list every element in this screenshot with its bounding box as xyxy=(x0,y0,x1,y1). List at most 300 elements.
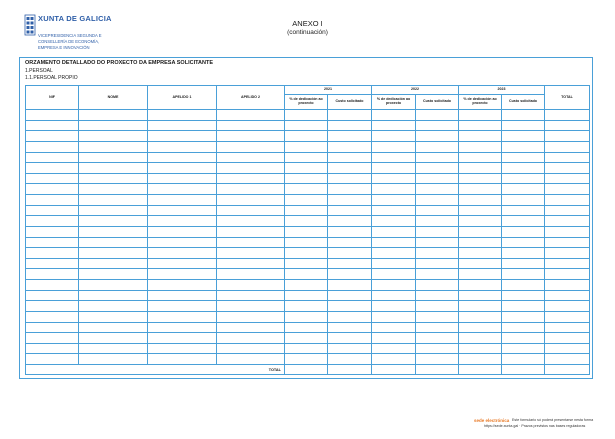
table-cell[interactable] xyxy=(459,333,502,344)
table-cell[interactable] xyxy=(416,131,459,142)
table-cell[interactable] xyxy=(328,248,372,259)
table-cell[interactable] xyxy=(545,290,590,301)
table-cell[interactable] xyxy=(217,301,285,312)
table-cell[interactable] xyxy=(285,205,328,216)
table-cell[interactable] xyxy=(502,163,545,174)
table-cell[interactable] xyxy=(26,173,79,184)
table-cell[interactable] xyxy=(459,205,502,216)
table-cell[interactable] xyxy=(148,141,217,152)
table-cell[interactable] xyxy=(372,131,416,142)
table-cell[interactable] xyxy=(328,120,372,131)
table-cell[interactable] xyxy=(148,237,217,248)
table-cell[interactable] xyxy=(26,226,79,237)
table-cell[interactable] xyxy=(459,173,502,184)
table-cell[interactable] xyxy=(372,141,416,152)
table-cell[interactable] xyxy=(217,311,285,322)
table-cell[interactable] xyxy=(328,131,372,142)
table-cell[interactable] xyxy=(328,301,372,312)
table-cell[interactable] xyxy=(217,237,285,248)
table-cell[interactable] xyxy=(285,280,328,291)
table-cell[interactable] xyxy=(372,110,416,121)
table-row xyxy=(26,311,590,322)
table-cell[interactable] xyxy=(545,226,590,237)
table-cell[interactable] xyxy=(285,226,328,237)
table-cell[interactable] xyxy=(416,280,459,291)
table-cell[interactable] xyxy=(79,184,148,195)
col-header-apelido1: APELIDO 1 xyxy=(148,86,217,110)
table-cell[interactable] xyxy=(26,184,79,195)
table-cell[interactable] xyxy=(217,141,285,152)
table-cell[interactable] xyxy=(545,311,590,322)
table-cell[interactable] xyxy=(545,205,590,216)
table-cell[interactable] xyxy=(285,237,328,248)
table-cell[interactable] xyxy=(372,120,416,131)
table-cell[interactable] xyxy=(217,205,285,216)
table-cell[interactable] xyxy=(328,173,372,184)
table-cell[interactable] xyxy=(545,322,590,333)
table-cell[interactable] xyxy=(148,152,217,163)
table-cell[interactable] xyxy=(545,258,590,269)
total-cell[interactable] xyxy=(285,365,328,375)
total-row xyxy=(26,365,590,375)
col-header-cost-2023: Custo solicitado xyxy=(502,95,545,110)
total-cell[interactable] xyxy=(416,365,459,375)
table-cell[interactable] xyxy=(545,110,590,121)
table-cell[interactable] xyxy=(328,280,372,291)
table-cell[interactable] xyxy=(79,269,148,280)
table-cell[interactable] xyxy=(372,258,416,269)
table-cell[interactable] xyxy=(416,173,459,184)
table-cell[interactable] xyxy=(416,354,459,365)
table-cell[interactable] xyxy=(328,322,372,333)
table-cell[interactable] xyxy=(502,343,545,354)
table-cell[interactable] xyxy=(26,120,79,131)
table-cell[interactable] xyxy=(416,216,459,227)
table-row xyxy=(26,205,590,216)
table-cell[interactable] xyxy=(148,163,217,174)
table-cell[interactable] xyxy=(79,216,148,227)
table-cell[interactable] xyxy=(372,173,416,184)
table-cell[interactable] xyxy=(416,195,459,206)
table-row xyxy=(26,120,590,131)
table-cell[interactable] xyxy=(459,311,502,322)
table-cell[interactable] xyxy=(148,301,217,312)
table-cell[interactable] xyxy=(372,269,416,280)
table-cell[interactable] xyxy=(416,248,459,259)
table-row xyxy=(26,173,590,184)
table-cell[interactable] xyxy=(545,152,590,163)
table-cell[interactable] xyxy=(79,173,148,184)
table-cell[interactable] xyxy=(416,269,459,280)
table-row xyxy=(26,354,590,365)
table-cell[interactable] xyxy=(502,152,545,163)
table-cell[interactable] xyxy=(372,152,416,163)
table-cell[interactable] xyxy=(502,216,545,227)
table-cell[interactable] xyxy=(502,110,545,121)
col-header-nif: NIF xyxy=(26,86,79,110)
total-cell[interactable] xyxy=(545,365,590,375)
table-cell[interactable] xyxy=(148,269,217,280)
table-row xyxy=(26,248,590,259)
table-cell[interactable] xyxy=(416,343,459,354)
table-cell[interactable] xyxy=(372,248,416,259)
table-cell[interactable] xyxy=(459,184,502,195)
table-cell[interactable] xyxy=(217,343,285,354)
table-cell[interactable] xyxy=(148,343,217,354)
table-cell[interactable] xyxy=(502,131,545,142)
table-cell[interactable] xyxy=(26,110,79,121)
table-cell[interactable] xyxy=(459,110,502,121)
table-cell[interactable] xyxy=(217,131,285,142)
table-cell[interactable] xyxy=(285,311,328,322)
table-cell[interactable] xyxy=(26,216,79,227)
table-cell[interactable] xyxy=(459,258,502,269)
table-row xyxy=(26,333,590,344)
table-cell[interactable] xyxy=(285,354,328,365)
table-cell[interactable] xyxy=(148,248,217,259)
table-cell[interactable] xyxy=(285,258,328,269)
table-cell[interactable] xyxy=(79,152,148,163)
table-row xyxy=(26,290,590,301)
table-cell[interactable] xyxy=(459,216,502,227)
table-cell[interactable] xyxy=(217,269,285,280)
table-cell[interactable] xyxy=(459,301,502,312)
table-cell[interactable] xyxy=(148,184,217,195)
table-cell[interactable] xyxy=(79,120,148,131)
table-cell[interactable] xyxy=(79,141,148,152)
table-cell[interactable] xyxy=(416,301,459,312)
table-cell[interactable] xyxy=(416,237,459,248)
table-cell[interactable] xyxy=(79,343,148,354)
table-cell[interactable] xyxy=(459,152,502,163)
table-cell[interactable] xyxy=(459,248,502,259)
table-cell[interactable] xyxy=(79,290,148,301)
table-cell[interactable] xyxy=(502,173,545,184)
table-cell[interactable] xyxy=(148,226,217,237)
table-cell[interactable] xyxy=(79,301,148,312)
table-cell[interactable] xyxy=(416,290,459,301)
table-cell[interactable] xyxy=(328,237,372,248)
table-cell[interactable] xyxy=(372,290,416,301)
table-cell[interactable] xyxy=(285,301,328,312)
table-cell[interactable] xyxy=(459,280,502,291)
table-cell[interactable] xyxy=(285,333,328,344)
table-cell[interactable] xyxy=(285,322,328,333)
table-cell[interactable] xyxy=(545,184,590,195)
table-cell[interactable] xyxy=(148,311,217,322)
col-header-nome: NOME xyxy=(79,86,148,110)
table-cell[interactable] xyxy=(217,163,285,174)
table-cell[interactable] xyxy=(285,343,328,354)
table-cell[interactable] xyxy=(502,141,545,152)
table-cell[interactable] xyxy=(328,290,372,301)
table-cell[interactable] xyxy=(545,173,590,184)
table-cell[interactable] xyxy=(416,120,459,131)
table-cell[interactable] xyxy=(285,110,328,121)
table-cell[interactable] xyxy=(26,258,79,269)
table-cell[interactable] xyxy=(372,280,416,291)
table-cell[interactable] xyxy=(328,226,372,237)
table-cell[interactable] xyxy=(148,131,217,142)
table-cell[interactable] xyxy=(26,195,79,206)
table-cell[interactable] xyxy=(148,290,217,301)
table-cell[interactable] xyxy=(26,237,79,248)
table-cell[interactable] xyxy=(502,205,545,216)
table-cell[interactable] xyxy=(285,248,328,259)
table-cell[interactable] xyxy=(502,195,545,206)
table-cell[interactable] xyxy=(545,120,590,131)
table-cell[interactable] xyxy=(502,280,545,291)
table-cell[interactable] xyxy=(459,163,502,174)
table-cell[interactable] xyxy=(459,290,502,301)
table-cell[interactable] xyxy=(328,269,372,280)
table-cell[interactable] xyxy=(26,269,79,280)
table-cell[interactable] xyxy=(217,173,285,184)
table-cell[interactable] xyxy=(79,195,148,206)
table-cell[interactable] xyxy=(79,131,148,142)
table-cell[interactable] xyxy=(217,290,285,301)
table-cell[interactable] xyxy=(328,311,372,322)
table-cell[interactable] xyxy=(459,120,502,131)
table-cell[interactable] xyxy=(502,258,545,269)
table-cell[interactable] xyxy=(285,195,328,206)
table-cell[interactable] xyxy=(416,226,459,237)
table-cell[interactable] xyxy=(459,343,502,354)
table-cell[interactable] xyxy=(79,333,148,344)
page-header xyxy=(0,0,615,60)
table-cell[interactable] xyxy=(328,163,372,174)
table-cell[interactable] xyxy=(148,280,217,291)
table-cell[interactable] xyxy=(372,226,416,237)
table-cell[interactable] xyxy=(502,237,545,248)
table-cell[interactable] xyxy=(502,184,545,195)
table-row xyxy=(26,343,590,354)
table-cell[interactable] xyxy=(217,354,285,365)
table-cell[interactable] xyxy=(285,216,328,227)
table-cell[interactable] xyxy=(416,141,459,152)
table-cell[interactable] xyxy=(328,333,372,344)
table-cell[interactable] xyxy=(502,322,545,333)
table-cell[interactable] xyxy=(459,322,502,333)
table-cell[interactable] xyxy=(285,120,328,131)
table-cell[interactable] xyxy=(328,184,372,195)
table-cell[interactable] xyxy=(26,333,79,344)
table-cell[interactable] xyxy=(26,343,79,354)
table-cell[interactable] xyxy=(416,110,459,121)
total-cell[interactable] xyxy=(502,365,545,375)
table-cell[interactable] xyxy=(545,141,590,152)
dept-line-3: EMPRESA E INNOVACIÓN xyxy=(38,45,90,50)
table-cell[interactable] xyxy=(285,269,328,280)
table-cell[interactable] xyxy=(545,280,590,291)
table-cell[interactable] xyxy=(26,152,79,163)
table-cell[interactable] xyxy=(545,354,590,365)
table-cell[interactable] xyxy=(416,163,459,174)
section-subtitle-1: 1.PERSOAL xyxy=(25,68,53,74)
table-cell[interactable] xyxy=(545,163,590,174)
table-row xyxy=(26,110,590,121)
table-cell[interactable] xyxy=(79,280,148,291)
table-cell[interactable] xyxy=(79,110,148,121)
table-cell[interactable] xyxy=(372,184,416,195)
table-cell[interactable] xyxy=(26,141,79,152)
table-cell[interactable] xyxy=(459,354,502,365)
table-cell[interactable] xyxy=(148,333,217,344)
table-cell[interactable] xyxy=(328,216,372,227)
table-cell[interactable] xyxy=(328,258,372,269)
table-cell[interactable] xyxy=(26,290,79,301)
table-cell[interactable] xyxy=(79,258,148,269)
section-subtitle-2: 1.1.PERSOAL PROPIO xyxy=(25,75,78,81)
table-cell[interactable] xyxy=(545,237,590,248)
table-cell[interactable] xyxy=(416,333,459,344)
table-cell[interactable] xyxy=(502,333,545,344)
table-cell[interactable] xyxy=(217,322,285,333)
total-cell[interactable] xyxy=(328,365,372,375)
table-cell[interactable] xyxy=(502,248,545,259)
table-cell[interactable] xyxy=(372,237,416,248)
table-cell[interactable] xyxy=(372,311,416,322)
table-cell[interactable] xyxy=(545,131,590,142)
table-cell[interactable] xyxy=(285,173,328,184)
section-title: ORZAMENTO DETALLADO DO PROXECTO DA EMPRESA SOLICITANTE xyxy=(25,60,214,66)
table-cell[interactable] xyxy=(502,290,545,301)
table-cell[interactable] xyxy=(459,237,502,248)
table-cell[interactable] xyxy=(148,322,217,333)
table-cell[interactable] xyxy=(217,110,285,121)
table-row xyxy=(26,237,590,248)
table-cell[interactable] xyxy=(372,354,416,365)
table-cell[interactable] xyxy=(26,354,79,365)
table-cell[interactable] xyxy=(148,120,217,131)
table-row xyxy=(26,195,590,206)
table-cell[interactable] xyxy=(502,120,545,131)
table-cell[interactable] xyxy=(328,195,372,206)
total-cell[interactable] xyxy=(459,365,502,375)
table-cell[interactable] xyxy=(217,152,285,163)
table-cell[interactable] xyxy=(285,131,328,142)
table-cell[interactable] xyxy=(148,195,217,206)
table-cell[interactable] xyxy=(285,184,328,195)
table-cell[interactable] xyxy=(545,269,590,280)
table-cell[interactable] xyxy=(372,163,416,174)
table-cell[interactable] xyxy=(217,195,285,206)
table-cell[interactable] xyxy=(148,258,217,269)
table-cell[interactable] xyxy=(459,226,502,237)
table-cell[interactable] xyxy=(328,141,372,152)
table-cell[interactable] xyxy=(372,322,416,333)
table-cell[interactable] xyxy=(285,290,328,301)
budget-table xyxy=(25,85,590,375)
table-row xyxy=(26,258,590,269)
table-cell[interactable] xyxy=(545,195,590,206)
table-cell[interactable] xyxy=(372,216,416,227)
table-cell[interactable] xyxy=(502,269,545,280)
table-row xyxy=(26,216,590,227)
table-cell[interactable] xyxy=(502,311,545,322)
table-cell[interactable] xyxy=(217,120,285,131)
table-cell[interactable] xyxy=(79,237,148,248)
table-cell[interactable] xyxy=(79,163,148,174)
table-cell[interactable] xyxy=(148,110,217,121)
table-cell[interactable] xyxy=(26,301,79,312)
table-cell[interactable] xyxy=(545,301,590,312)
table-cell[interactable] xyxy=(459,269,502,280)
table-cell[interactable] xyxy=(372,301,416,312)
table-cell[interactable] xyxy=(285,163,328,174)
table-cell[interactable] xyxy=(217,248,285,259)
table-cell[interactable] xyxy=(26,322,79,333)
table-cell[interactable] xyxy=(545,248,590,259)
table-cell[interactable] xyxy=(416,311,459,322)
table-cell[interactable] xyxy=(148,205,217,216)
table-cell[interactable] xyxy=(26,205,79,216)
table-cell[interactable] xyxy=(217,216,285,227)
table-cell[interactable] xyxy=(328,354,372,365)
table-cell[interactable] xyxy=(26,248,79,259)
table-cell[interactable] xyxy=(372,333,416,344)
table-cell[interactable] xyxy=(26,163,79,174)
table-cell[interactable] xyxy=(372,195,416,206)
table-cell[interactable] xyxy=(416,152,459,163)
table-cell[interactable] xyxy=(79,311,148,322)
table-cell[interactable] xyxy=(545,333,590,344)
table-cell[interactable] xyxy=(328,152,372,163)
table-cell[interactable] xyxy=(502,301,545,312)
table-cell[interactable] xyxy=(545,343,590,354)
table-row xyxy=(26,131,590,142)
table-cell[interactable] xyxy=(217,280,285,291)
table-cell[interactable] xyxy=(416,258,459,269)
col-header-pct-2023: % de dedicación ao proxecto xyxy=(459,95,502,110)
table-cell[interactable] xyxy=(285,141,328,152)
table-cell[interactable] xyxy=(79,322,148,333)
table-cell[interactable] xyxy=(285,152,328,163)
table-cell[interactable] xyxy=(328,205,372,216)
table-cell[interactable] xyxy=(502,226,545,237)
table-cell[interactable] xyxy=(328,110,372,121)
table-cell[interactable] xyxy=(372,205,416,216)
table-cell[interactable] xyxy=(26,280,79,291)
table-cell[interactable] xyxy=(459,195,502,206)
table-cell[interactable] xyxy=(26,131,79,142)
total-cell[interactable] xyxy=(372,365,416,375)
table-cell[interactable] xyxy=(79,248,148,259)
table-cell[interactable] xyxy=(148,173,217,184)
table-cell[interactable] xyxy=(217,184,285,195)
table-cell[interactable] xyxy=(217,226,285,237)
table-cell[interactable] xyxy=(545,216,590,227)
table-cell[interactable] xyxy=(502,354,545,365)
table-cell[interactable] xyxy=(416,322,459,333)
table-cell[interactable] xyxy=(217,258,285,269)
table-cell[interactable] xyxy=(459,141,502,152)
dept-line-1: VICEPRESIDENCIA SEGUNDA E xyxy=(38,33,102,38)
table-row xyxy=(26,226,590,237)
table-cell[interactable] xyxy=(459,131,502,142)
table-cell[interactable] xyxy=(328,343,372,354)
table-cell[interactable] xyxy=(79,354,148,365)
table-cell[interactable] xyxy=(148,354,217,365)
table-cell[interactable] xyxy=(79,226,148,237)
table-cell[interactable] xyxy=(372,343,416,354)
table-cell[interactable] xyxy=(79,205,148,216)
table-cell[interactable] xyxy=(217,333,285,344)
table-cell[interactable] xyxy=(416,184,459,195)
table-cell[interactable] xyxy=(416,205,459,216)
table-cell[interactable] xyxy=(148,216,217,227)
table-cell[interactable] xyxy=(26,311,79,322)
